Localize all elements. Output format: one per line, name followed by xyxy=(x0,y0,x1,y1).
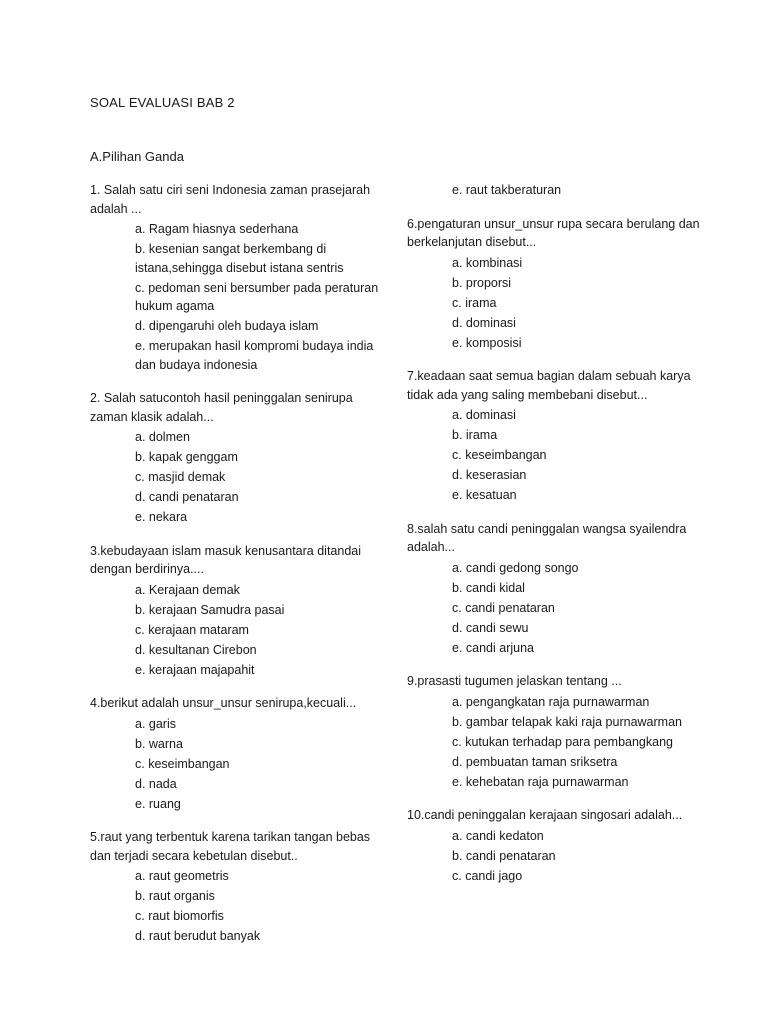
answer-options xyxy=(407,559,707,658)
answer-option: a. candi kedaton xyxy=(452,828,544,843)
left-column xyxy=(90,181,380,961)
answer-option: b. candi kidal xyxy=(452,580,525,595)
answer-option: a. Kerajaan demak xyxy=(135,582,240,597)
answer-option: a. Ragam hiasnya sederhana xyxy=(135,222,299,236)
question-text: 2. Salah satucontoh hasil peninggalan senirupa zaman klasik adalah... xyxy=(90,391,353,424)
question xyxy=(407,367,707,505)
answer-option: e. nekara xyxy=(135,510,188,524)
answer-option: c. keseimbangan xyxy=(135,756,230,771)
answer-option: a. dolmen xyxy=(135,430,190,444)
answer-options xyxy=(407,827,707,886)
question-text: 7.keadaan saat semua bagian dalam sebuah karya tidak ada yang saling membebani disebut... xyxy=(407,369,691,402)
question-text: 6.pengaturan unsur_unsur rupa secara berulang dan berkelanjutan disebut... xyxy=(407,216,700,249)
answer-option: b. raut organis xyxy=(135,889,215,903)
question xyxy=(407,672,707,791)
answer-option: b. proporsi xyxy=(452,275,512,290)
question-text: 8.salah satu candi peninggalan wangsa syailendra adalah... xyxy=(407,521,687,554)
question xyxy=(407,520,707,658)
answer-option: d. pembuatan taman sriksetra xyxy=(452,754,618,769)
question xyxy=(90,828,380,946)
answer-option: c. candi penataran xyxy=(452,600,555,615)
answer-option: c. raut biomorfis xyxy=(135,909,224,923)
answer-option: d. candi sewu xyxy=(452,620,529,635)
answer-options xyxy=(90,220,380,374)
answer-option: c. kutukan terhadap para pembangkang xyxy=(452,734,673,749)
question-text: 10.candi peninggalan kerajaan singosari adalah... xyxy=(407,808,683,822)
answer-option: e. komposisi xyxy=(452,335,522,350)
answer-option: b. candi penataran xyxy=(452,848,556,863)
question xyxy=(407,215,707,353)
answer-option: c. kerajaan mataram xyxy=(135,622,249,637)
answer-option: c. masjid demak xyxy=(135,470,226,484)
answer-option: d. nada xyxy=(135,776,177,791)
answer-option: e. merupakan hasil kompromi budaya india dan budaya indonesia xyxy=(135,339,374,372)
right-column xyxy=(407,181,707,900)
answer-option: a. candi gedong songo xyxy=(452,560,579,575)
answer-options xyxy=(90,867,380,946)
answer-option: d. dipengaruhi oleh budaya islam xyxy=(135,319,319,333)
answer-option: a. dominasi xyxy=(452,408,516,422)
answer-options xyxy=(407,254,707,353)
answer-option: e. kehebatan raja purnawarman xyxy=(452,774,629,789)
answer-options xyxy=(90,715,380,814)
answer-option: b. kesenian sangat berkembang di istana,sehingga disebut istana sentris xyxy=(135,242,344,275)
answer-option: a. garis xyxy=(135,716,176,731)
question-text: 9.prasasti tugumen jelaskan tentang ... xyxy=(407,674,622,688)
answer-option: b. warna xyxy=(135,736,183,751)
question-text: 1. Salah satu ciri seni Indonesia zaman prasejarah adalah ... xyxy=(90,183,371,216)
answer-option: d. raut berudut banyak xyxy=(135,929,261,943)
answer-option: d. kesultanan Cirebon xyxy=(135,642,257,657)
question xyxy=(90,694,380,813)
question-text: 5.raut yang terbentuk karena tarikan tangan bebas dan terjadi secara kebetulan disebut.. xyxy=(90,830,371,863)
answer-option: b. kerajaan Samudra pasai xyxy=(135,602,285,617)
answer-options xyxy=(90,428,380,527)
answer-option: a. pengangkatan raja purnawarman xyxy=(452,694,650,709)
answer-option: c. irama xyxy=(452,295,497,310)
answer-option: e. ruang xyxy=(135,796,181,811)
answer-option: b. kapak genggam xyxy=(135,450,238,464)
answer-option: c. pedoman seni bersumber pada peraturan hukum agama xyxy=(135,280,379,313)
question xyxy=(90,542,380,680)
section-title: A.Pilihan Ganda xyxy=(90,149,184,164)
answer-option: a. raut geometris xyxy=(135,869,229,883)
question xyxy=(407,806,707,885)
answer-option: d. dominasi xyxy=(452,315,516,330)
page-title: SOAL EVALUASI BAB 2 xyxy=(90,95,235,110)
question xyxy=(90,389,380,527)
answer-option: d. keserasian xyxy=(452,468,527,482)
answer-option: b. gambar telapak kaki raja purnawarman xyxy=(452,714,682,729)
answer-options xyxy=(407,693,707,792)
answer-option: c. candi jago xyxy=(452,868,523,883)
answer-option: c. keseimbangan xyxy=(452,448,547,462)
answer-options xyxy=(407,406,707,505)
answer-option: e. candi arjuna xyxy=(452,640,535,655)
question-text: 4.berikut adalah unsur_unsur senirupa,kecuali... xyxy=(90,696,357,710)
question-text: 3.kebudayaan islam masuk kenusantara ditandai dengan berdirinya.... xyxy=(90,543,362,576)
answer-options xyxy=(90,581,380,680)
answer-option: e. kerajaan majapahit xyxy=(135,662,255,677)
question xyxy=(90,181,380,374)
answer-option: a. kombinasi xyxy=(452,255,523,270)
answer-option: e. kesatuan xyxy=(452,488,517,502)
answer-option: b. irama xyxy=(452,428,498,442)
answer-option: d. candi penataran xyxy=(135,490,239,504)
carried-option: e. raut takberaturan xyxy=(452,183,562,197)
